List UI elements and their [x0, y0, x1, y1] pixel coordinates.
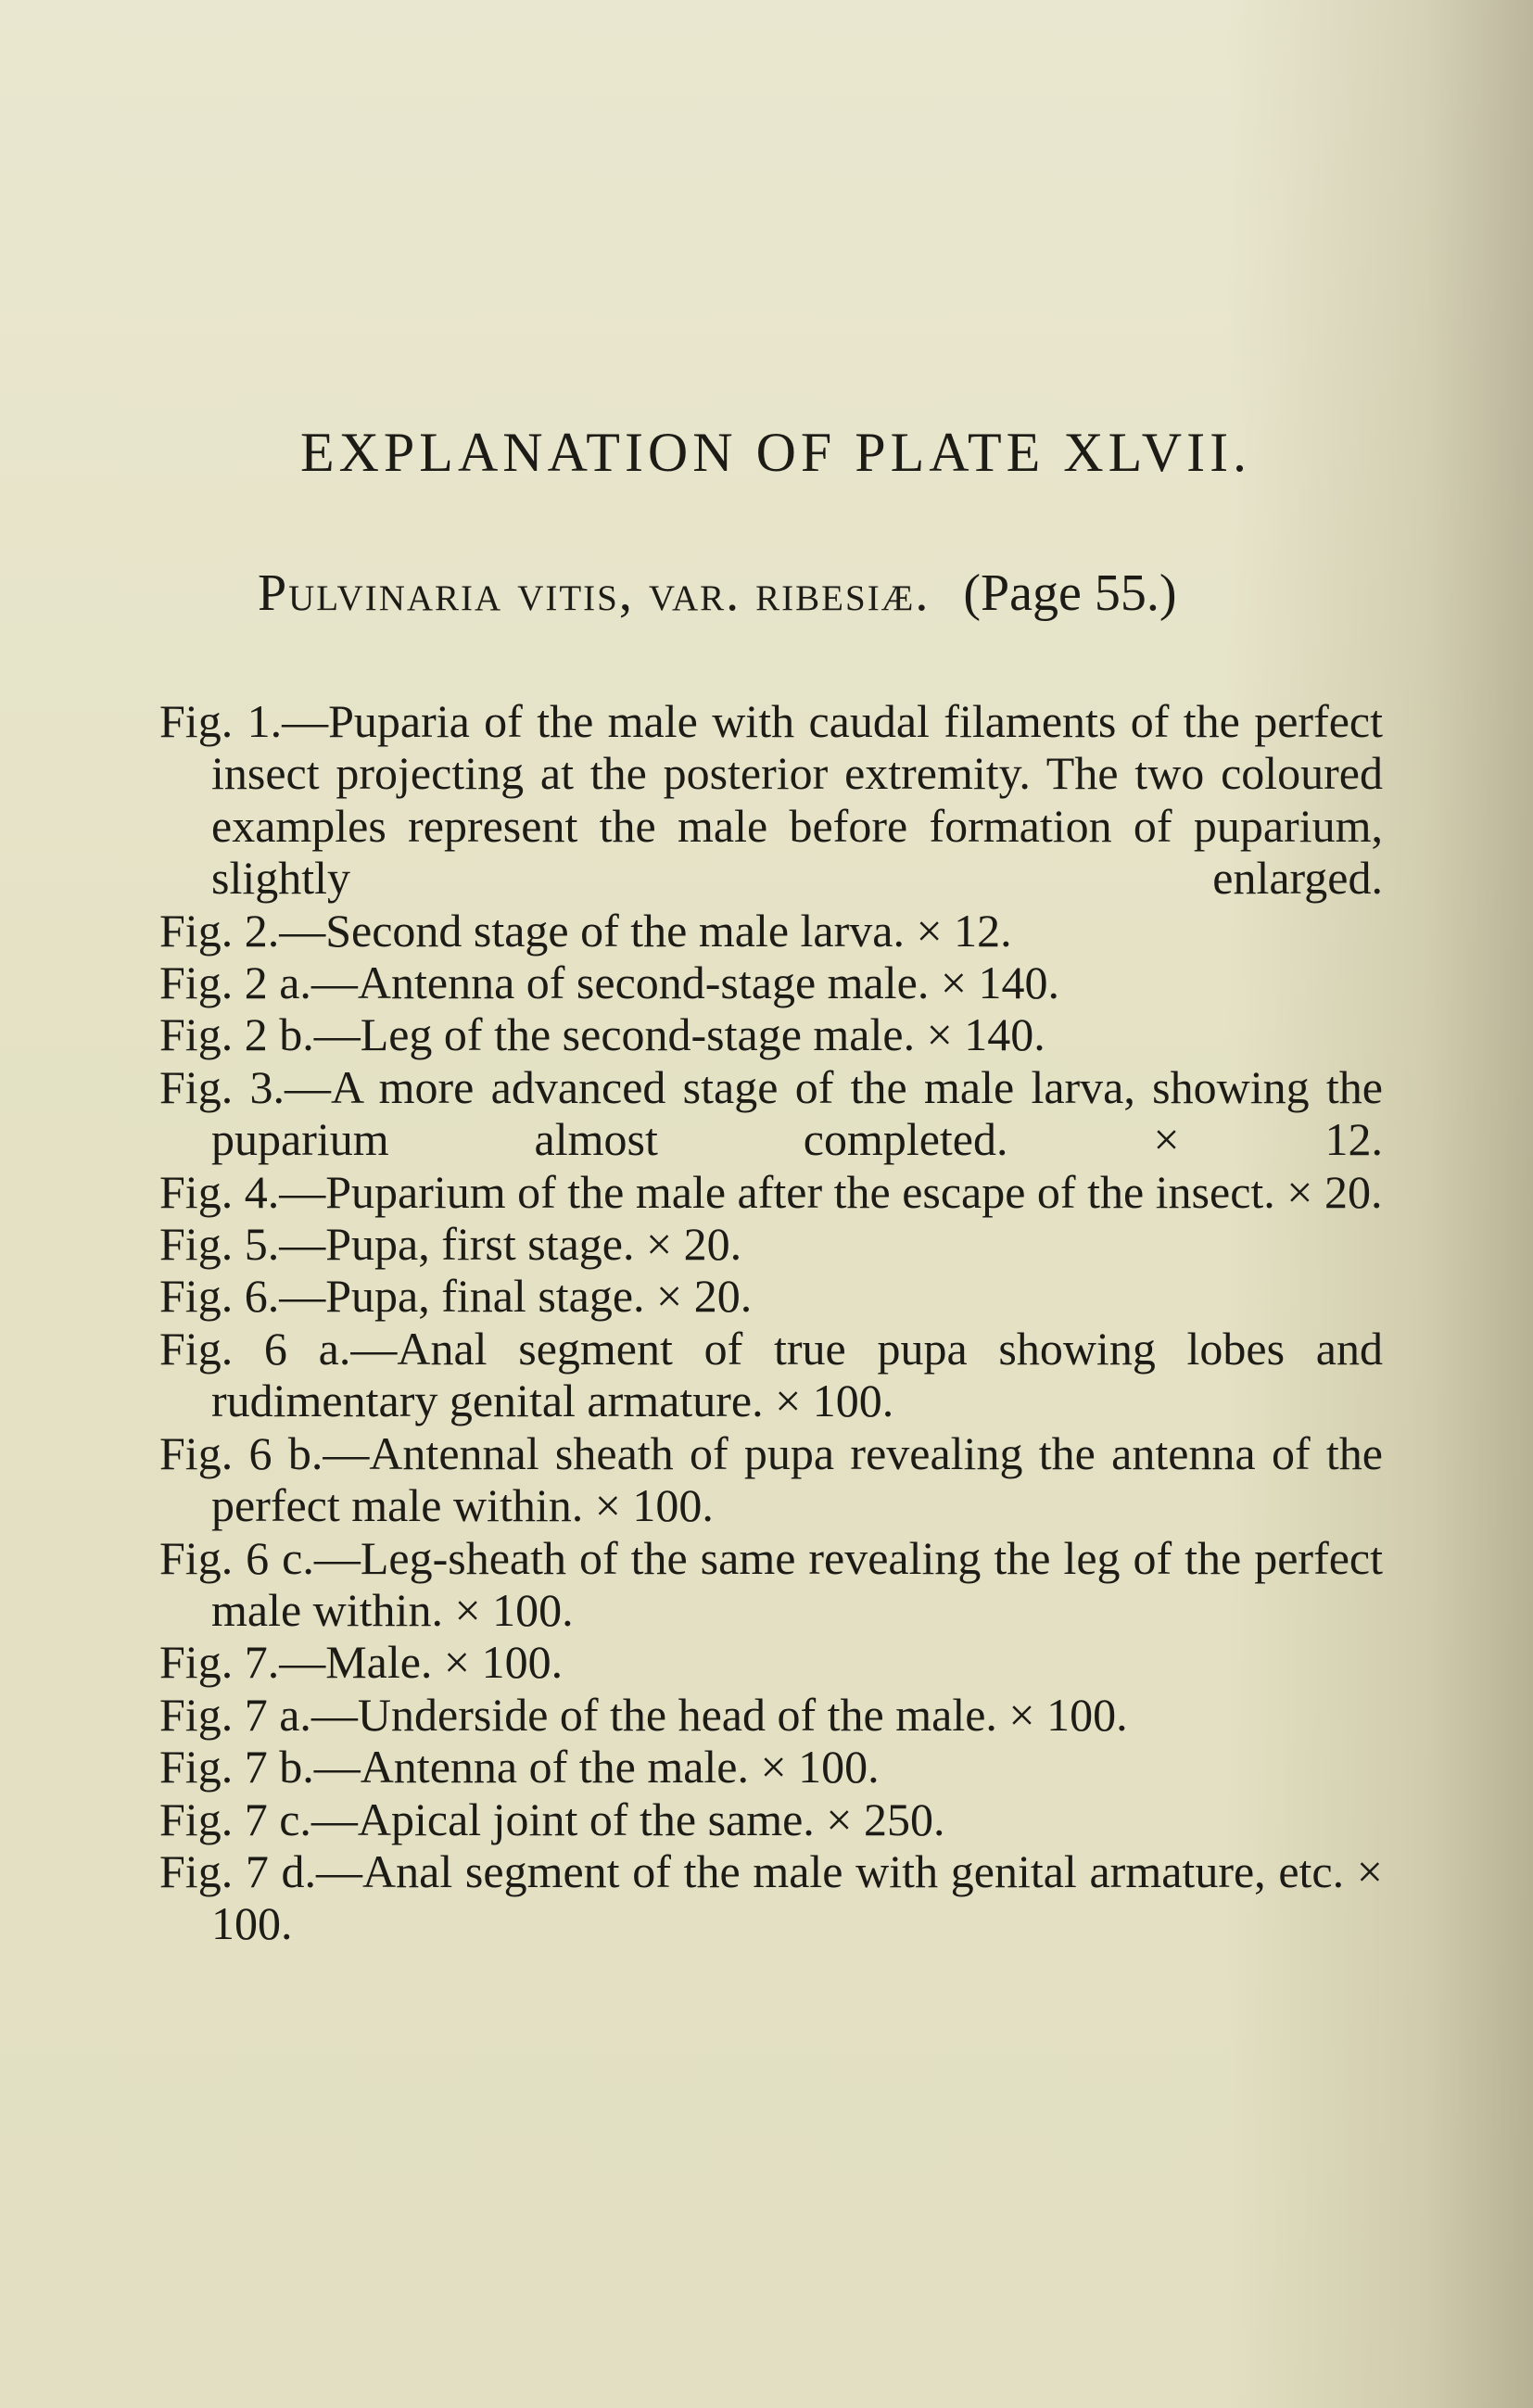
figure-entry: Fig. 7 a.—Underside of the head of the male. × 100. — [159, 1688, 1128, 1741]
figure-entry: Fig. 2.—Second stage of the male larva. × 12. — [159, 904, 1012, 957]
species-name: Pulvinaria vitis, var. ribesiæ. — [258, 564, 931, 622]
figure-entry: Fig. 3.—A more advanced stage of the male larva, showing the puparium almost completed. × 12. — [159, 1060, 1383, 1166]
figure-entry: Fig. 7 d.—Anal segment of the male with genital armature, etc. × 100. — [159, 1844, 1383, 1950]
figure-entry: Fig. 7.—Male. × 100. — [159, 1636, 564, 1689]
figure-entry: Fig. 6 a.—Anal segment of true pupa showing lobes and rudimentary genital armature. × 100. — [159, 1322, 1383, 1427]
figure-list — [159, 695, 1383, 1950]
figure-entry: Fig. 2 a.—Antenna of second-stage male. × 140. — [159, 957, 1060, 1009]
figure-entry: Fig. 1.—Puparia of the male with caudal filaments of the perfect insect projecting at the posterior extremity. The two coloured examples represent the male before formation of puparium, slightly enlarged. — [159, 695, 1383, 905]
figure-entry: Fig. 6 b.—Antennal sheath of pupa revealing the antenna of the perfect male within. × 100. — [159, 1426, 1383, 1532]
figure-entry: Fig. 5.—Pupa, first stage. × 20. — [159, 1218, 742, 1271]
page-reference: (Page 55.) — [963, 564, 1177, 622]
figure-entry: Fig. 6.—Pupa, final stage. × 20. — [159, 1270, 753, 1323]
figure-entry: Fig. 2 b.—Leg of the second-stage male. × 140. — [159, 1008, 1045, 1061]
figure-entry: Fig. 7 c.—Apical joint of the same. × 250. — [159, 1793, 945, 1845]
figure-entry: Fig. 4.—Puparium of the male after the escape of the insect. × 20. — [159, 1165, 1383, 1218]
plate-title: EXPLANATION OF PLATE XLVII. — [299, 422, 1252, 483]
figure-entry: Fig. 7 b.—Antenna of the male. × 100. — [159, 1741, 880, 1793]
plate-subtitle — [258, 564, 1296, 622]
figure-entry: Fig. 6 c.—Leg-sheath of the same revealing the leg of the perfect male within. × 100. — [159, 1531, 1383, 1636]
